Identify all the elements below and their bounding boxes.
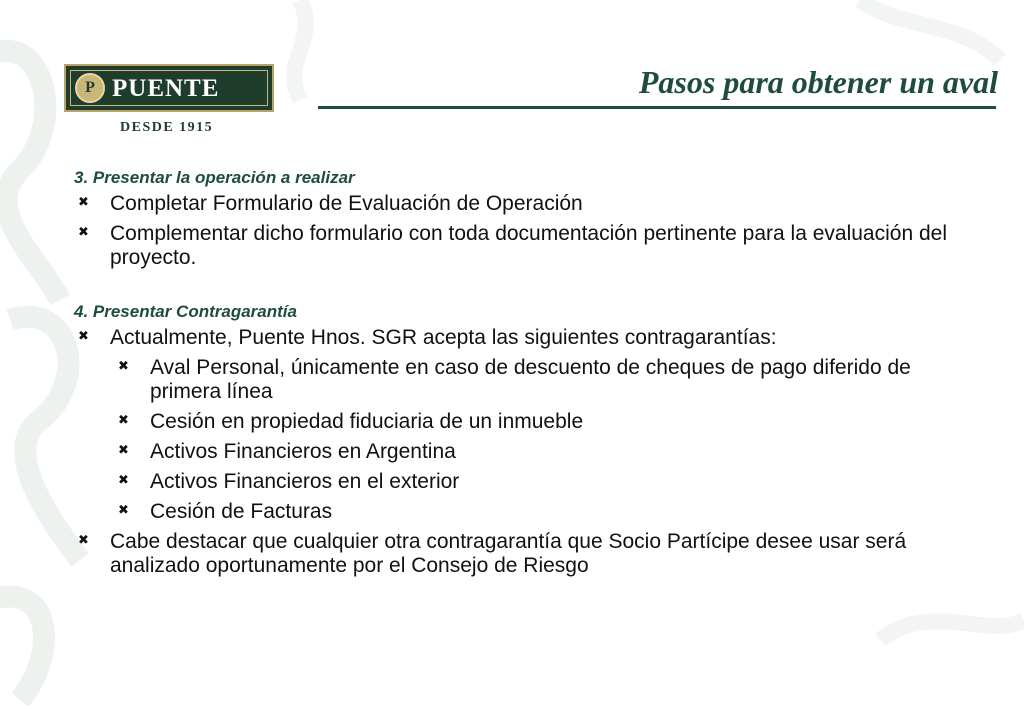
bullet-cross-icon: ✖ (118, 472, 129, 487)
bullet-item (74, 222, 984, 270)
bullet-cross-icon: ✖ (118, 358, 129, 373)
bullet-cross-icon: ✖ (118, 502, 129, 517)
bullet-cross-icon: ✖ (78, 532, 89, 547)
counter-guarantee-bullet-list (74, 326, 984, 578)
slide-content (74, 168, 984, 584)
bullet-text: Cabe destacar que cualquier otra contragarantía que Socio Partícipe desee usar será analizado oportunamente por el Consejo de Riesgo (110, 530, 907, 577)
sub-bullet-item (114, 356, 984, 404)
operation-bullet-list (74, 192, 984, 270)
bullet-text: Activos Financieros en Argentina (150, 440, 456, 463)
bullet-text: Completar Formulario de Evaluación de Operación (110, 192, 583, 215)
sub-bullet-item (114, 410, 984, 434)
bullet-text: Aval Personal, únicamente en caso de descuento de cheques de pago diferido de primera línea (150, 356, 911, 403)
section-heading-counter-guarantee: 4. Presentar Contragarantía (74, 302, 297, 321)
bullet-item (74, 326, 984, 350)
slide-title: Pasos para obtener un aval (638, 64, 998, 100)
bullet-cross-icon: ✖ (78, 194, 89, 209)
bullet-text: Complementar dicho formulario con toda documentación pertinente para la evaluación del proyecto. (110, 222, 947, 269)
bullet-cross-icon: ✖ (118, 442, 129, 457)
bullet-item (74, 192, 984, 216)
bullet-text: Activos Financieros en el exterior (150, 470, 460, 493)
section-heading-operation: 3. Presentar la operación a realizar (74, 168, 355, 187)
title-underline (318, 106, 996, 109)
logo-plate (64, 64, 274, 112)
bullet-text: Cesión en propiedad fiduciaria de un inmueble (150, 410, 584, 433)
bullet-cross-icon: ✖ (118, 412, 129, 427)
section-spacer (74, 276, 984, 302)
bullet-cross-icon: ✖ (78, 224, 89, 239)
company-logo (64, 64, 276, 142)
bullet-item (74, 530, 984, 578)
bullet-text: Actualmente, Puente Hnos. SGR acepta las siguientes contragarantías: (110, 326, 777, 349)
logo-seal-icon: P (75, 73, 105, 103)
bullet-cross-icon: ✖ (78, 328, 89, 343)
sub-bullet-item (114, 500, 984, 524)
logo-name: PUENTE (112, 75, 220, 102)
sub-bullet-item (114, 440, 984, 464)
bullet-text: Cesión de Facturas (150, 500, 333, 523)
sub-bullet-item (114, 470, 984, 494)
logo-tagline: DESDE 1915 (120, 120, 214, 135)
